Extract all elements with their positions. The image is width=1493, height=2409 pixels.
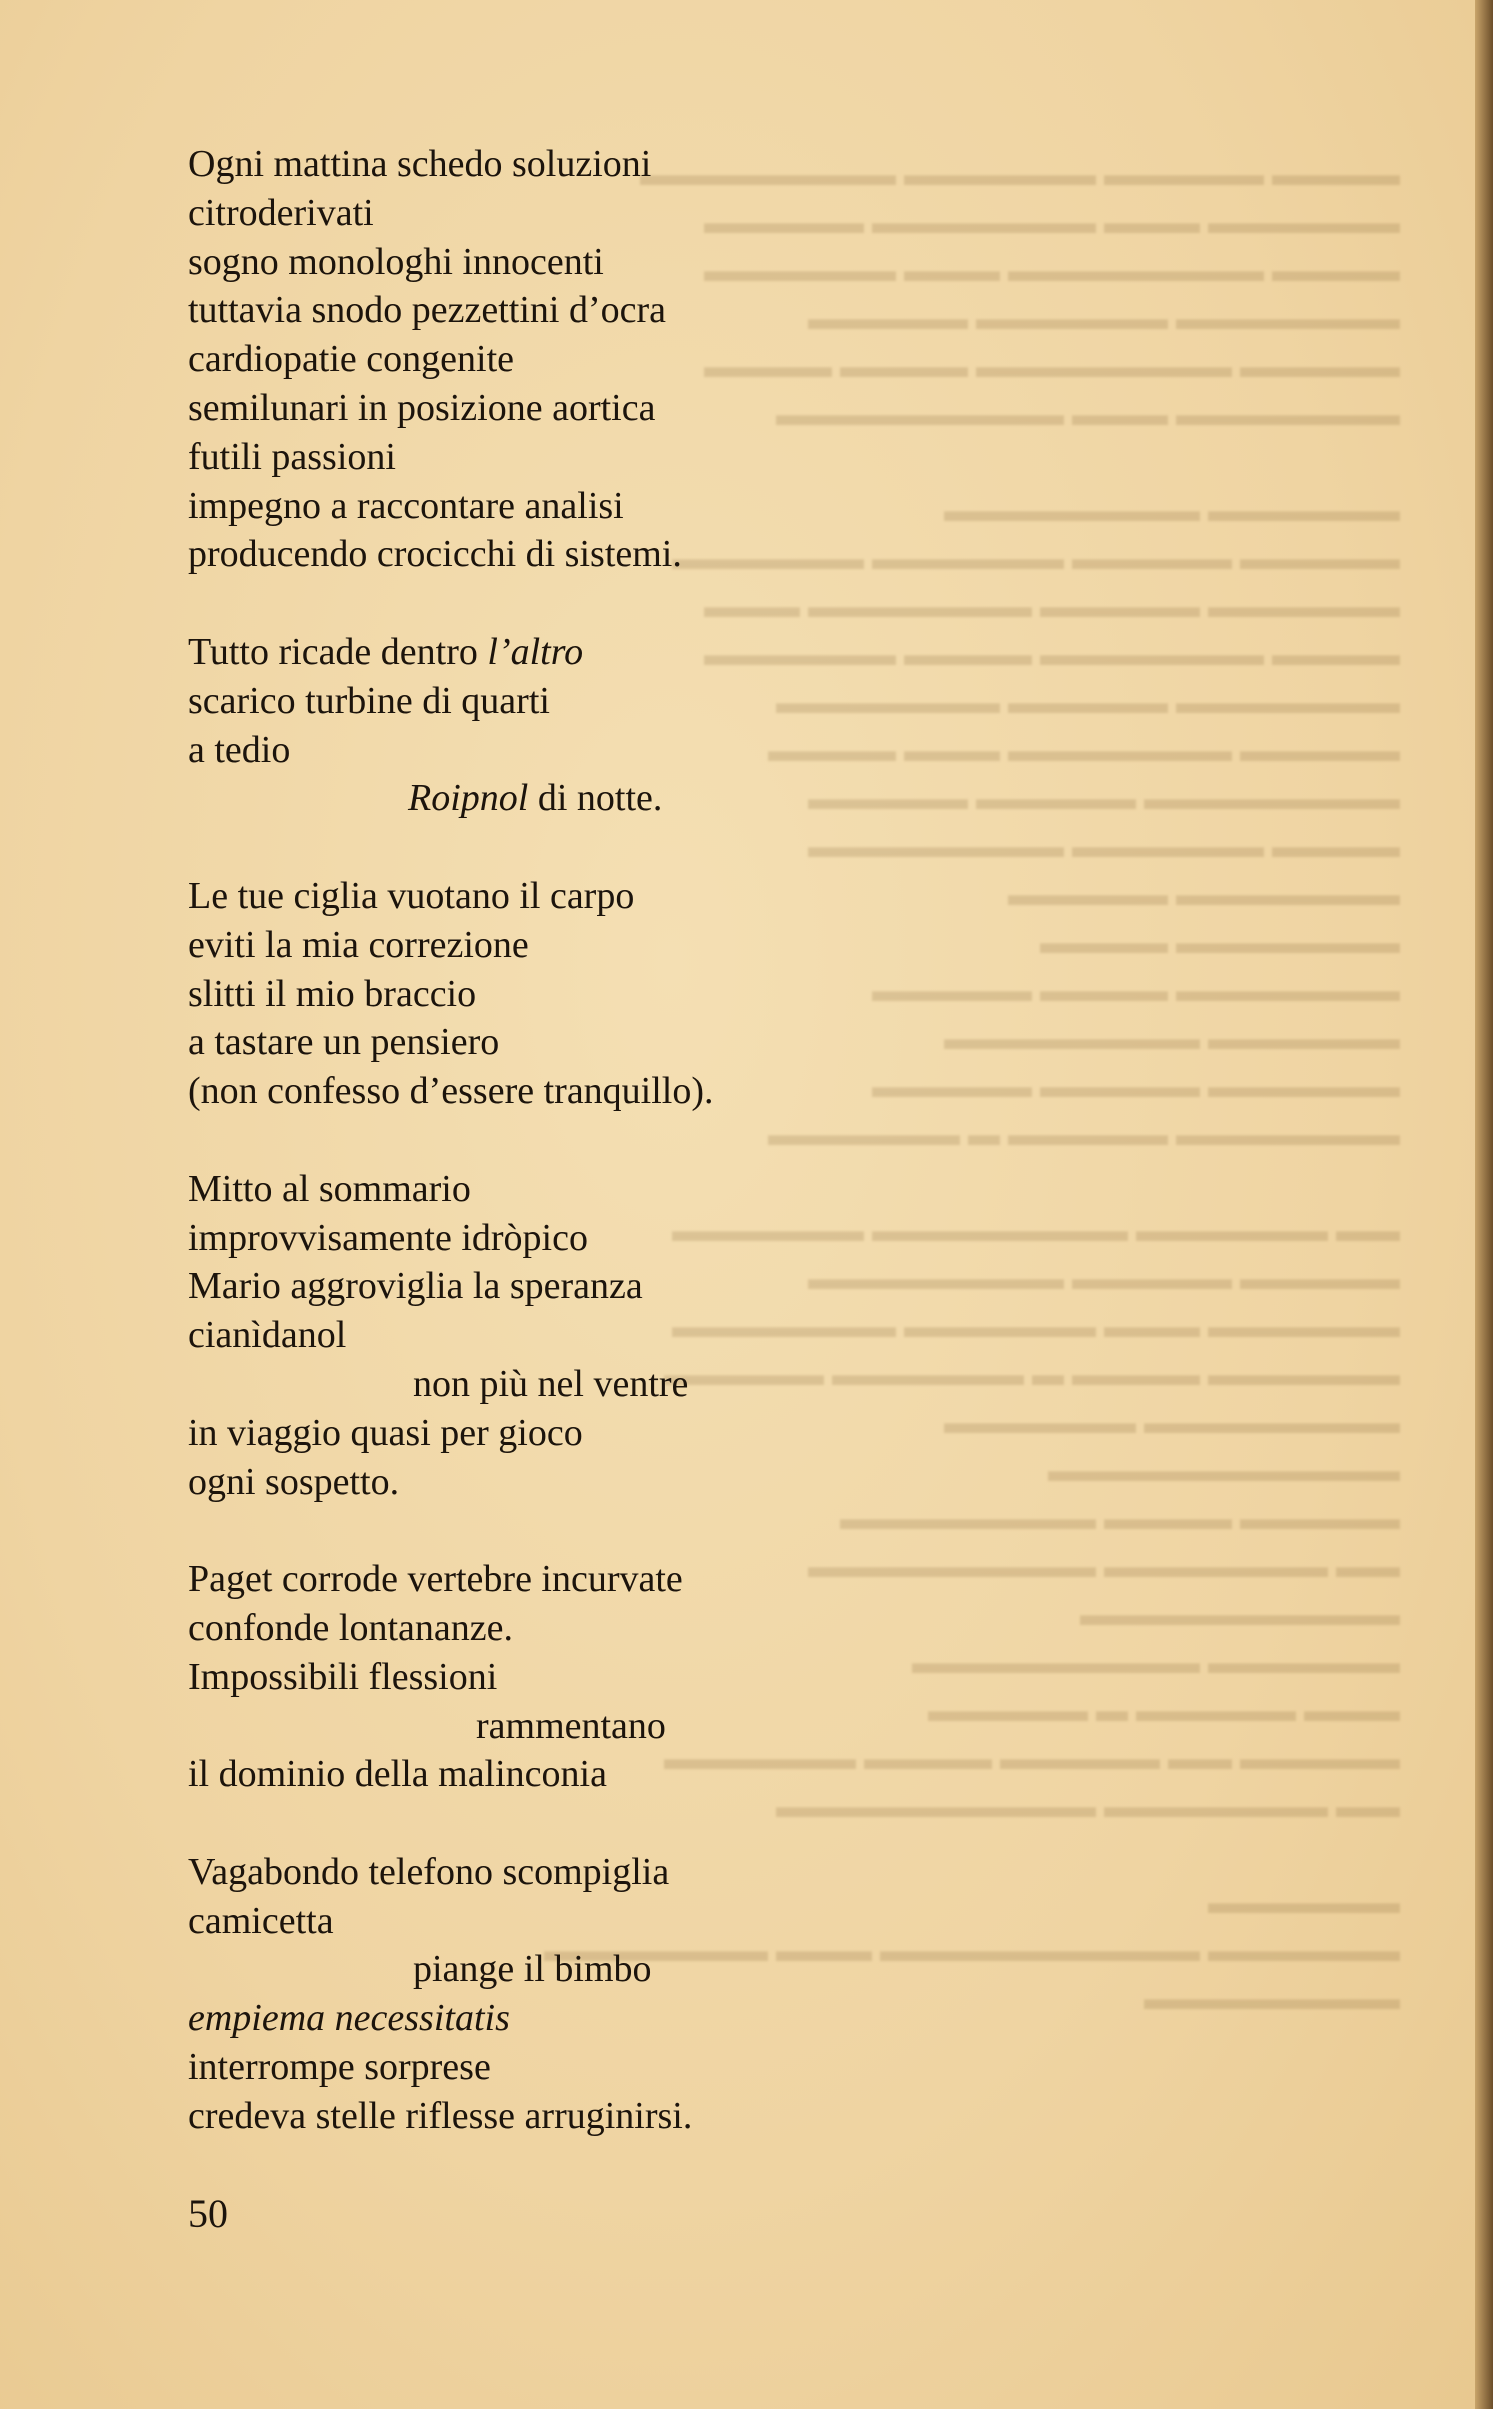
poem-line: tuttavia snodo pezzettini d’ocra bbox=[188, 289, 666, 332]
poem-line: confonde lontananze. bbox=[188, 1606, 513, 1649]
poem-line: eviti la mia correzione bbox=[188, 923, 529, 966]
poem-line: interrompe sorprese bbox=[188, 2046, 491, 2089]
poem-line: credeva stelle riflesse arruginirsi. bbox=[188, 2094, 693, 2137]
poem-line: Mitto al sommario bbox=[188, 1167, 471, 1210]
poem-line: camicetta bbox=[188, 1899, 334, 1942]
line-text: Tutto ricade dentro bbox=[188, 630, 488, 673]
stanza-3 bbox=[188, 872, 828, 1116]
poem-line: futili passioni bbox=[188, 435, 396, 478]
poem-line: semilunari in posizione aortica bbox=[188, 386, 656, 429]
poem-line: Mario aggroviglia la speranza bbox=[188, 1265, 643, 1308]
poem-line: a tedio bbox=[188, 728, 291, 771]
stanza-6 bbox=[188, 1848, 828, 2141]
poem-line: Impossibili flessioni bbox=[188, 1655, 498, 1698]
stanza-break bbox=[188, 1116, 828, 1165]
poem-line: piange il bimbo bbox=[413, 1948, 652, 1991]
poem-line: non più nel ventre bbox=[413, 1362, 689, 1405]
stanza-break bbox=[188, 1506, 828, 1555]
poem-line bbox=[188, 628, 828, 677]
page-number: 50 bbox=[188, 2191, 228, 2236]
stanza-2 bbox=[188, 628, 828, 823]
italic-word: l’altro bbox=[487, 630, 584, 673]
stanza-break bbox=[188, 823, 828, 872]
poem-body bbox=[188, 140, 828, 2141]
poem-line: impegno a raccontare analisi bbox=[188, 484, 624, 527]
italic-word: Roipnol bbox=[408, 777, 529, 820]
poem-line: rammentano bbox=[476, 1704, 666, 1747]
stanza-break bbox=[188, 579, 828, 628]
poem-line: scarico turbine di quarti bbox=[188, 679, 550, 722]
page-edge bbox=[1475, 0, 1493, 2409]
poem-line: a tastare un pensiero bbox=[188, 1021, 500, 1064]
stanza-4 bbox=[188, 1165, 828, 1507]
poem-line: improvvisamente idròpico bbox=[188, 1216, 588, 1259]
poem-line: ogni sospetto. bbox=[188, 1460, 400, 1503]
poem-line bbox=[188, 774, 828, 823]
poem-line-italic: empiema necessitatis bbox=[188, 1997, 510, 2040]
poem-line: producendo crocicchi di sistemi. bbox=[188, 533, 682, 576]
poem-line: in viaggio quasi per gioco bbox=[188, 1411, 583, 1454]
line-text: di notte. bbox=[528, 777, 663, 820]
poem-line: cardiopatie congenite bbox=[188, 338, 515, 381]
poem-line: cianìdanol bbox=[188, 1314, 347, 1357]
show-through-texture: ▬▬▬▬ ▬▬▬▬▬ ▬▬▬▬▬▬ ▬▬▬▬▬▬▬▬ ▬▬▬▬▬▬ ▬▬▬ ▬▬▬▬▬▬▬ ▬▬▬▬▬ ▬▬▬▬ ▬▬▬▬▬▬▬▬ ▬▬▬ ▬▬▬▬▬▬ ▬▬▬▬▬▬▬ ▬▬▬▬▬▬ ▬▬▬▬▬ ▬▬▬▬▬ ▬▬▬▬▬▬▬▬ ▬▬▬▬ ▬▬▬▬ ▬▬▬▬▬▬▬ ▬▬▬ ▬▬▬▬▬▬▬▬▬ ▬▬▬▬▬▬ ▬▬▬▬▬▬▬▬ ▬▬▬▬▬ ▬▬▬▬▬ ▬▬▬▬▬▬ ▬▬▬▬▬▬ ▬▬▬▬▬▬ ▬▬▬▬▬ ▬▬▬▬▬▬▬ ▬▬▬ ▬▬▬▬ ▬▬▬▬▬▬▬ ▬▬▬▬ ▬▬▬▬▬▬ ▬▬▬▬▬▬▬ ▬▬▬▬▬ ▬▬▬▬▬▬▬ ▬▬▬▬▬ ▬▬▬▬▬▬▬ ▬▬▬ ▬▬▬▬ ▬▬▬▬▬▬▬▬ ▬▬▬▬▬ ▬▬▬▬▬ ▬▬▬▬ ▬▬▬▬▬▬ ▬▬▬▬▬▬▬▬ ▬▬▬▬▬▬▬ ▬▬▬▬▬ ▬▬▬▬▬▬▬ ▬▬▬▬ ▬▬▬▬▬▬▬ ▬▬▬▬ ▬▬▬▬▬ ▬▬▬▬▬▬ ▬▬▬▬▬▬▬▬ ▬▬▬▬▬▬ ▬▬▬▬▬ ▬▬▬▬▬ ▬▬▬▬▬▬▬ ▬▬▬▬▬ ▬ ▬▬▬▬▬▬ ▬▬ ▬▬▬▬▬▬ ▬▬▬▬▬▬▬▬ ▬▬▬▬▬▬ ▬▬▬▬▬ ▬▬▬▬▬ ▬▬▬▬▬▬▬▬ ▬▬▬▬▬▬ ▬▬▬ ▬▬▬▬▬▬ ▬▬▬▬▬▬▬ ▬▬▬▬▬▬ ▬▬▬▬ ▬ ▬▬▬▬▬▬ ▬▬▬▬▬ ▬▬▬▬▬▬▬▬ ▬▬▬▬▬▬ ▬▬▬▬▬▬▬▬▬▬▬ ▬▬▬▬▬ ▬▬▬▬ ▬▬▬▬▬▬▬▬ ▬▬ ▬▬▬▬▬▬▬ ▬▬▬▬▬▬▬▬▬ ▬▬▬▬▬▬▬▬▬▬ ▬▬▬▬▬▬ ▬▬▬▬▬▬▬▬▬ ▬▬▬ ▬▬▬▬▬ ▬ ▬▬▬▬▬ ▬▬▬▬▬ ▬▬ ▬▬▬▬▬ ▬▬▬▬ ▬▬▬▬▬▬ ▬▬ ▬▬▬▬▬▬▬ ▬▬▬▬▬▬▬▬▬▬ ▬▬▬▬▬▬ ▬▬▬▬▬▬ ▬▬▬▬▬▬▬▬▬▬ ▬▬▬ ▬▬▬▬▬▬▬ ▬▬▬▬▬▬▬▬ bbox=[544, 156, 1400, 2016]
poem-line: sogno monologhi innocenti bbox=[188, 240, 604, 283]
stanza-5 bbox=[188, 1555, 828, 1799]
poem-line: il dominio della malinconia bbox=[188, 1753, 607, 1796]
poem-line: citroderivati bbox=[188, 191, 374, 234]
poem-line: Le tue ciglia vuotano il carpo bbox=[188, 874, 635, 917]
poem-line: slitti il mio braccio bbox=[188, 972, 477, 1015]
poem-line: Paget corrode vertebre incurvate bbox=[188, 1558, 683, 1601]
poem-line: Vagabondo telefono scompiglia bbox=[188, 1850, 670, 1893]
poem-line: (non confesso d’essere tranquillo). bbox=[188, 1070, 714, 1113]
stanza-1 bbox=[188, 140, 828, 579]
poem-line: Ogni mattina schedo soluzioni bbox=[188, 143, 652, 185]
stanza-break bbox=[188, 1799, 828, 1848]
